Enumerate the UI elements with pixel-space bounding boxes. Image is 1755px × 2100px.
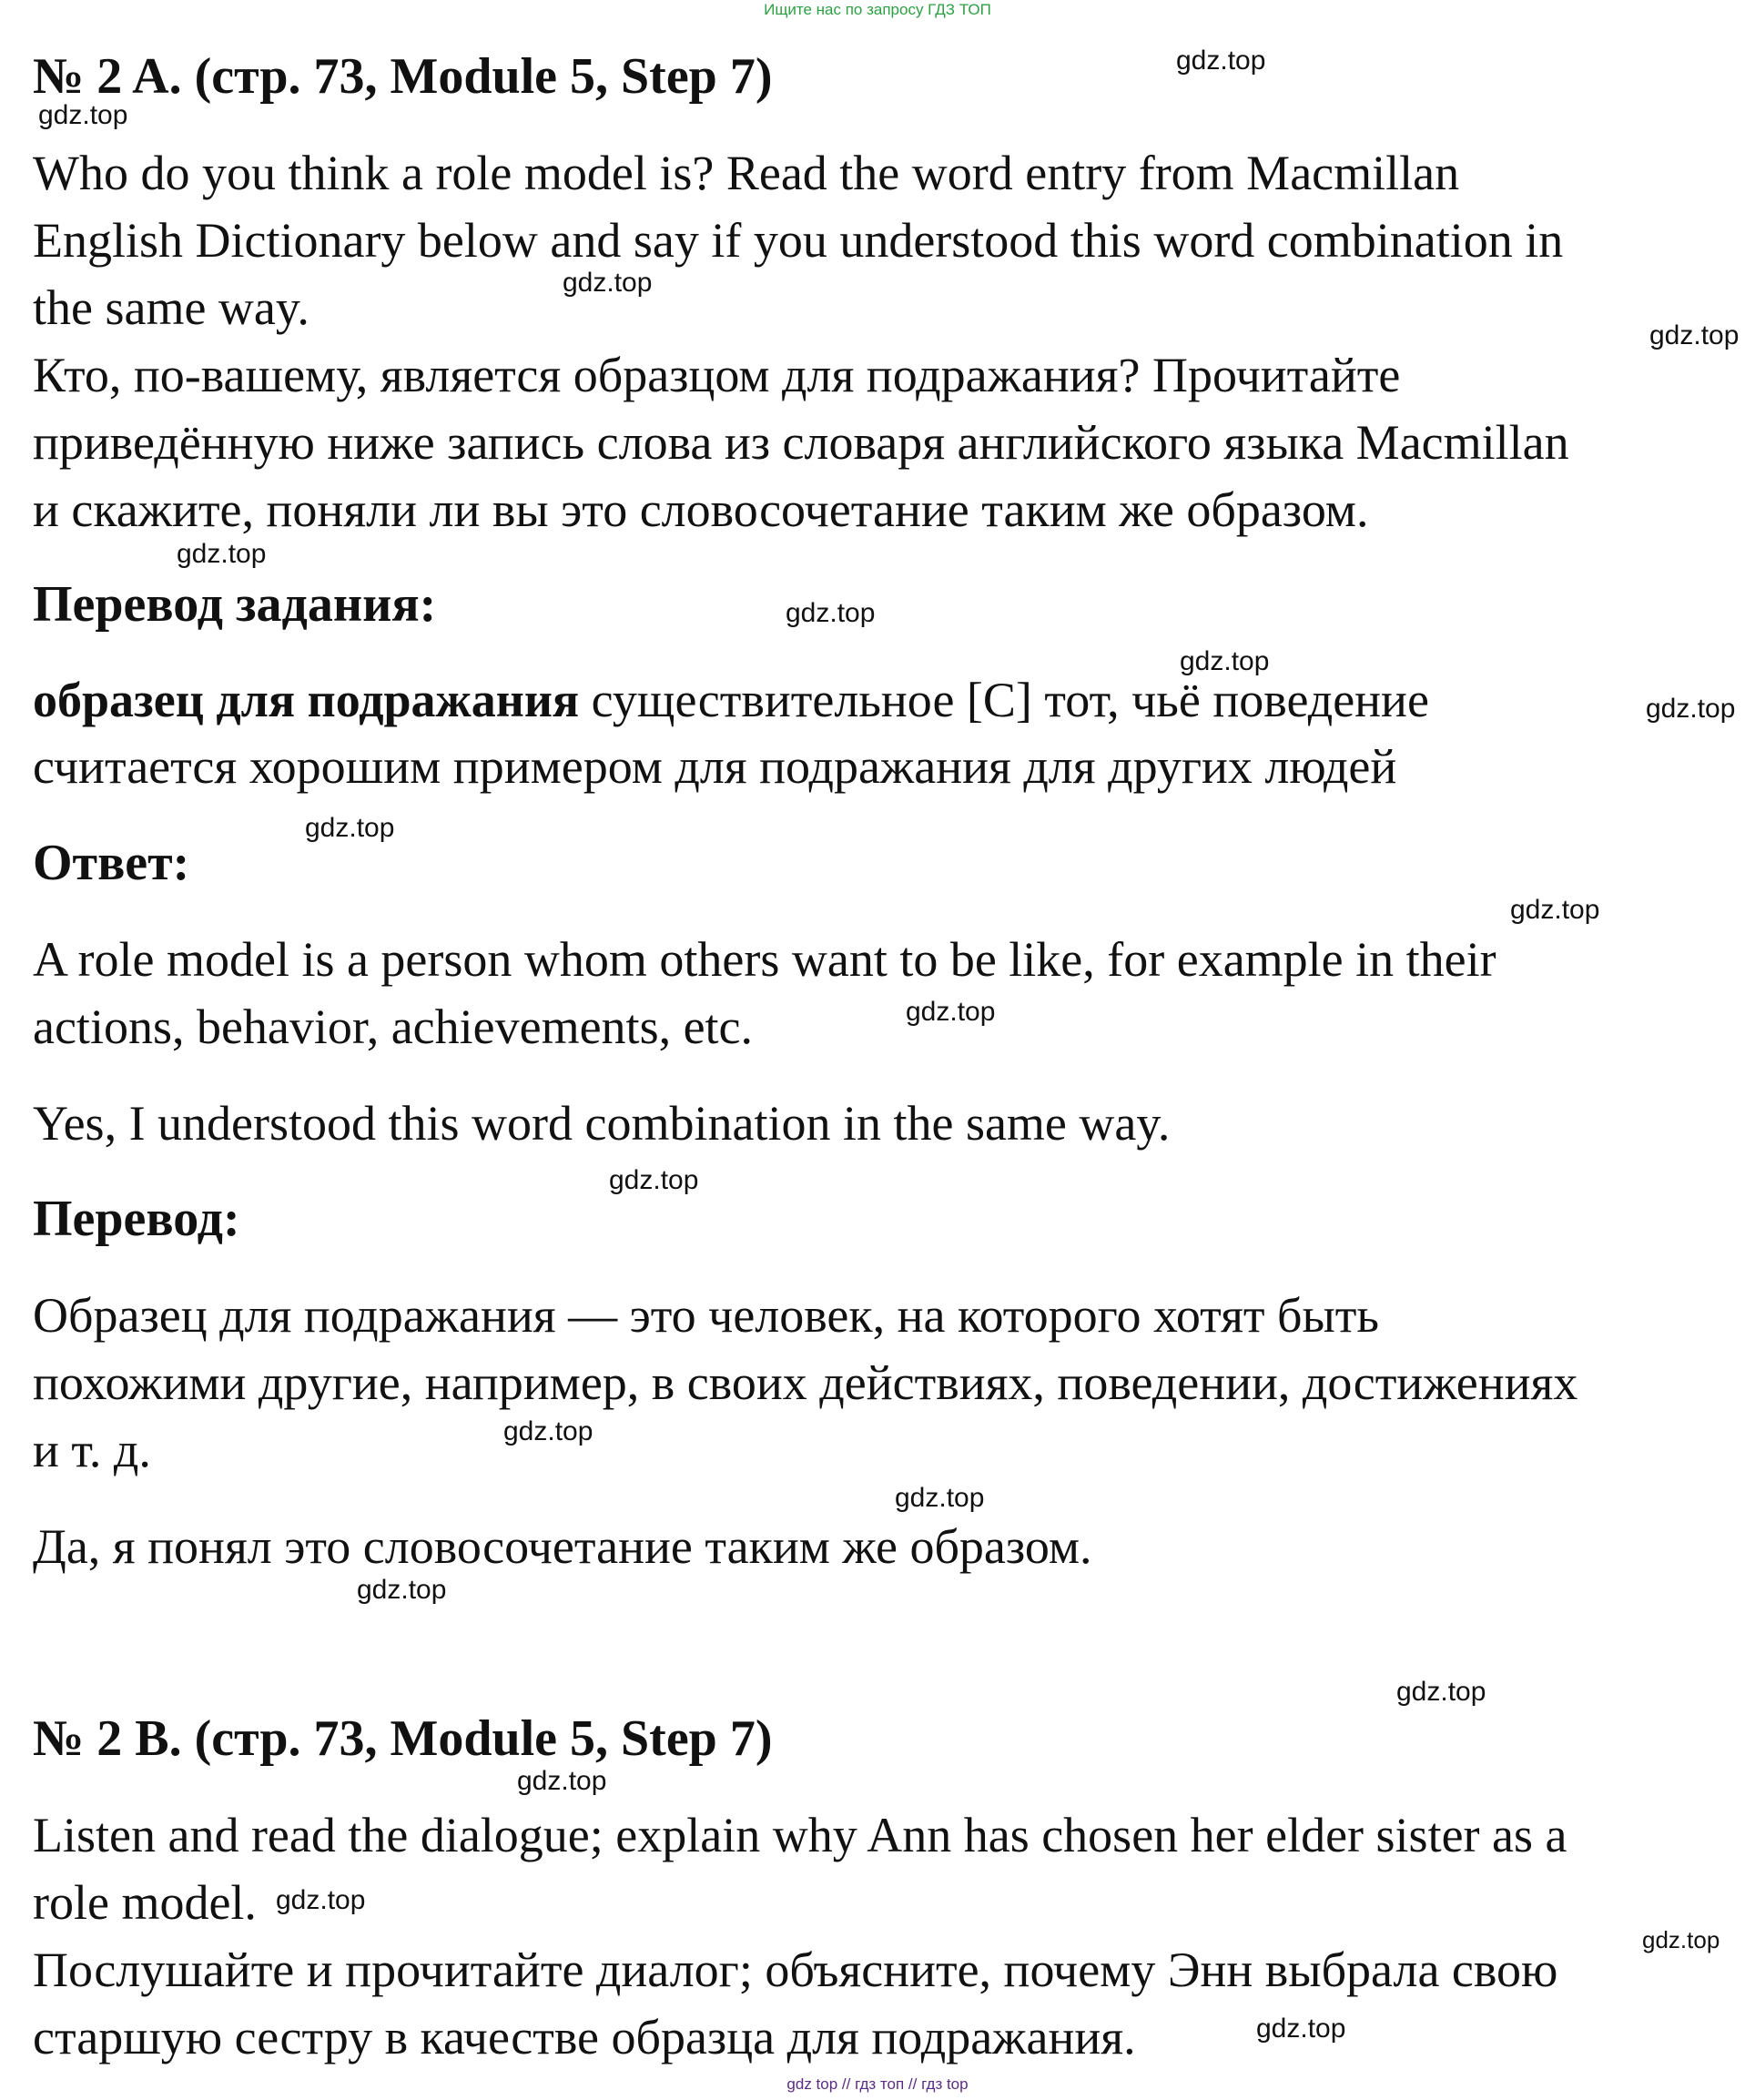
watermark: gdz.top	[563, 268, 653, 298]
watermark: gdz.top	[357, 1575, 447, 1605]
section-a-title: № 2 A. (стр. 73, Module 5, Step 7)	[33, 48, 773, 105]
watermark: gdz.top	[517, 1766, 607, 1796]
watermark: gdz.top	[1646, 694, 1736, 724]
watermark: gdz.top	[305, 813, 395, 843]
task-en-line-1: Who do you think a role model is? Read the word entry from Macmillan	[33, 146, 1460, 200]
perevod-line-1: Образец для подражания — это человек, на которого хотят быть	[33, 1288, 1379, 1343]
watermark: gdz.top	[177, 539, 267, 569]
b-task-en-line-2: role model.	[33, 1875, 257, 1930]
watermark: gdz.top	[895, 1483, 985, 1513]
watermark: gdz.top	[786, 598, 876, 628]
section-b-title: № 2 B. (стр. 73, Module 5, Step 7)	[33, 1710, 773, 1767]
task-ru-line-2: приведённую ниже запись слова из словаря английского языка Macmillan	[33, 415, 1569, 470]
definition-line-2: считается хорошим примером для подражания для других людей	[33, 739, 1397, 794]
watermark: gdz.top	[38, 100, 128, 130]
watermark: gdz.top	[1180, 646, 1270, 676]
watermark: gdz.top	[906, 997, 996, 1027]
definition-term: образец для подражания	[33, 673, 580, 727]
translation-heading: Перевод задания:	[33, 576, 437, 633]
watermark: gdz.top	[1642, 1926, 1720, 1953]
watermark: gdz.top	[1510, 895, 1600, 925]
task-en-line-2: English Dictionary below and say if you understood this word combination in	[33, 213, 1564, 268]
perevod-line-2: похожими другие, например, в своих действиях, поведении, достижениях	[33, 1355, 1578, 1410]
top-note: Ищите нас по запросу ГДЗ ТОП	[764, 1, 991, 18]
task-en-line-3: the same way.	[33, 280, 309, 335]
definition-rest: существительное [C] тот, чьё поведение	[579, 673, 1429, 727]
watermark: gdz.top	[1396, 1677, 1486, 1707]
watermark: gdz.top	[503, 1416, 593, 1446]
answer-line-3: Yes, I understood this word combination in the same way.	[33, 1096, 1171, 1151]
answer-line-2: actions, behavior, achievements, etc.	[33, 999, 754, 1054]
perevod-line-4: Да, я понял это словосочетание таким же образом.	[33, 1519, 1092, 1574]
b-task-ru-line-1: Послушайте и прочитайте диалог; объясните, почему Энн выбрала свою	[33, 1943, 1558, 1997]
watermark: gdz.top	[609, 1165, 699, 1195]
watermark: gdz.top	[276, 1885, 366, 1915]
answer-heading: Ответ:	[33, 835, 190, 891]
perevod-heading: Перевод:	[33, 1191, 240, 1247]
task-ru-line-1: Кто, по-вашему, является образцом для подражания? Прочитайте	[33, 348, 1401, 402]
watermark: gdz.top	[1176, 46, 1266, 76]
watermark: gdz.top	[1256, 2014, 1346, 2044]
perevod-line-3: и т. д.	[33, 1423, 151, 1477]
b-task-ru-line-2: старшую сестру в качестве образца для подражания.	[33, 2010, 1136, 2064]
bottom-note: gdz top // гдз топ // гдз top	[786, 2075, 969, 2093]
watermark: gdz.top	[1649, 320, 1740, 350]
b-task-en-line-1: Listen and read the dialogue; explain why Ann has chosen her elder sister as a	[33, 1808, 1567, 1862]
task-ru-line-3: и скажите, поняли ли вы это словосочетание таким же образом.	[33, 482, 1369, 537]
answer-line-1: A role model is a person whom others want to be like, for example in their	[33, 932, 1496, 987]
